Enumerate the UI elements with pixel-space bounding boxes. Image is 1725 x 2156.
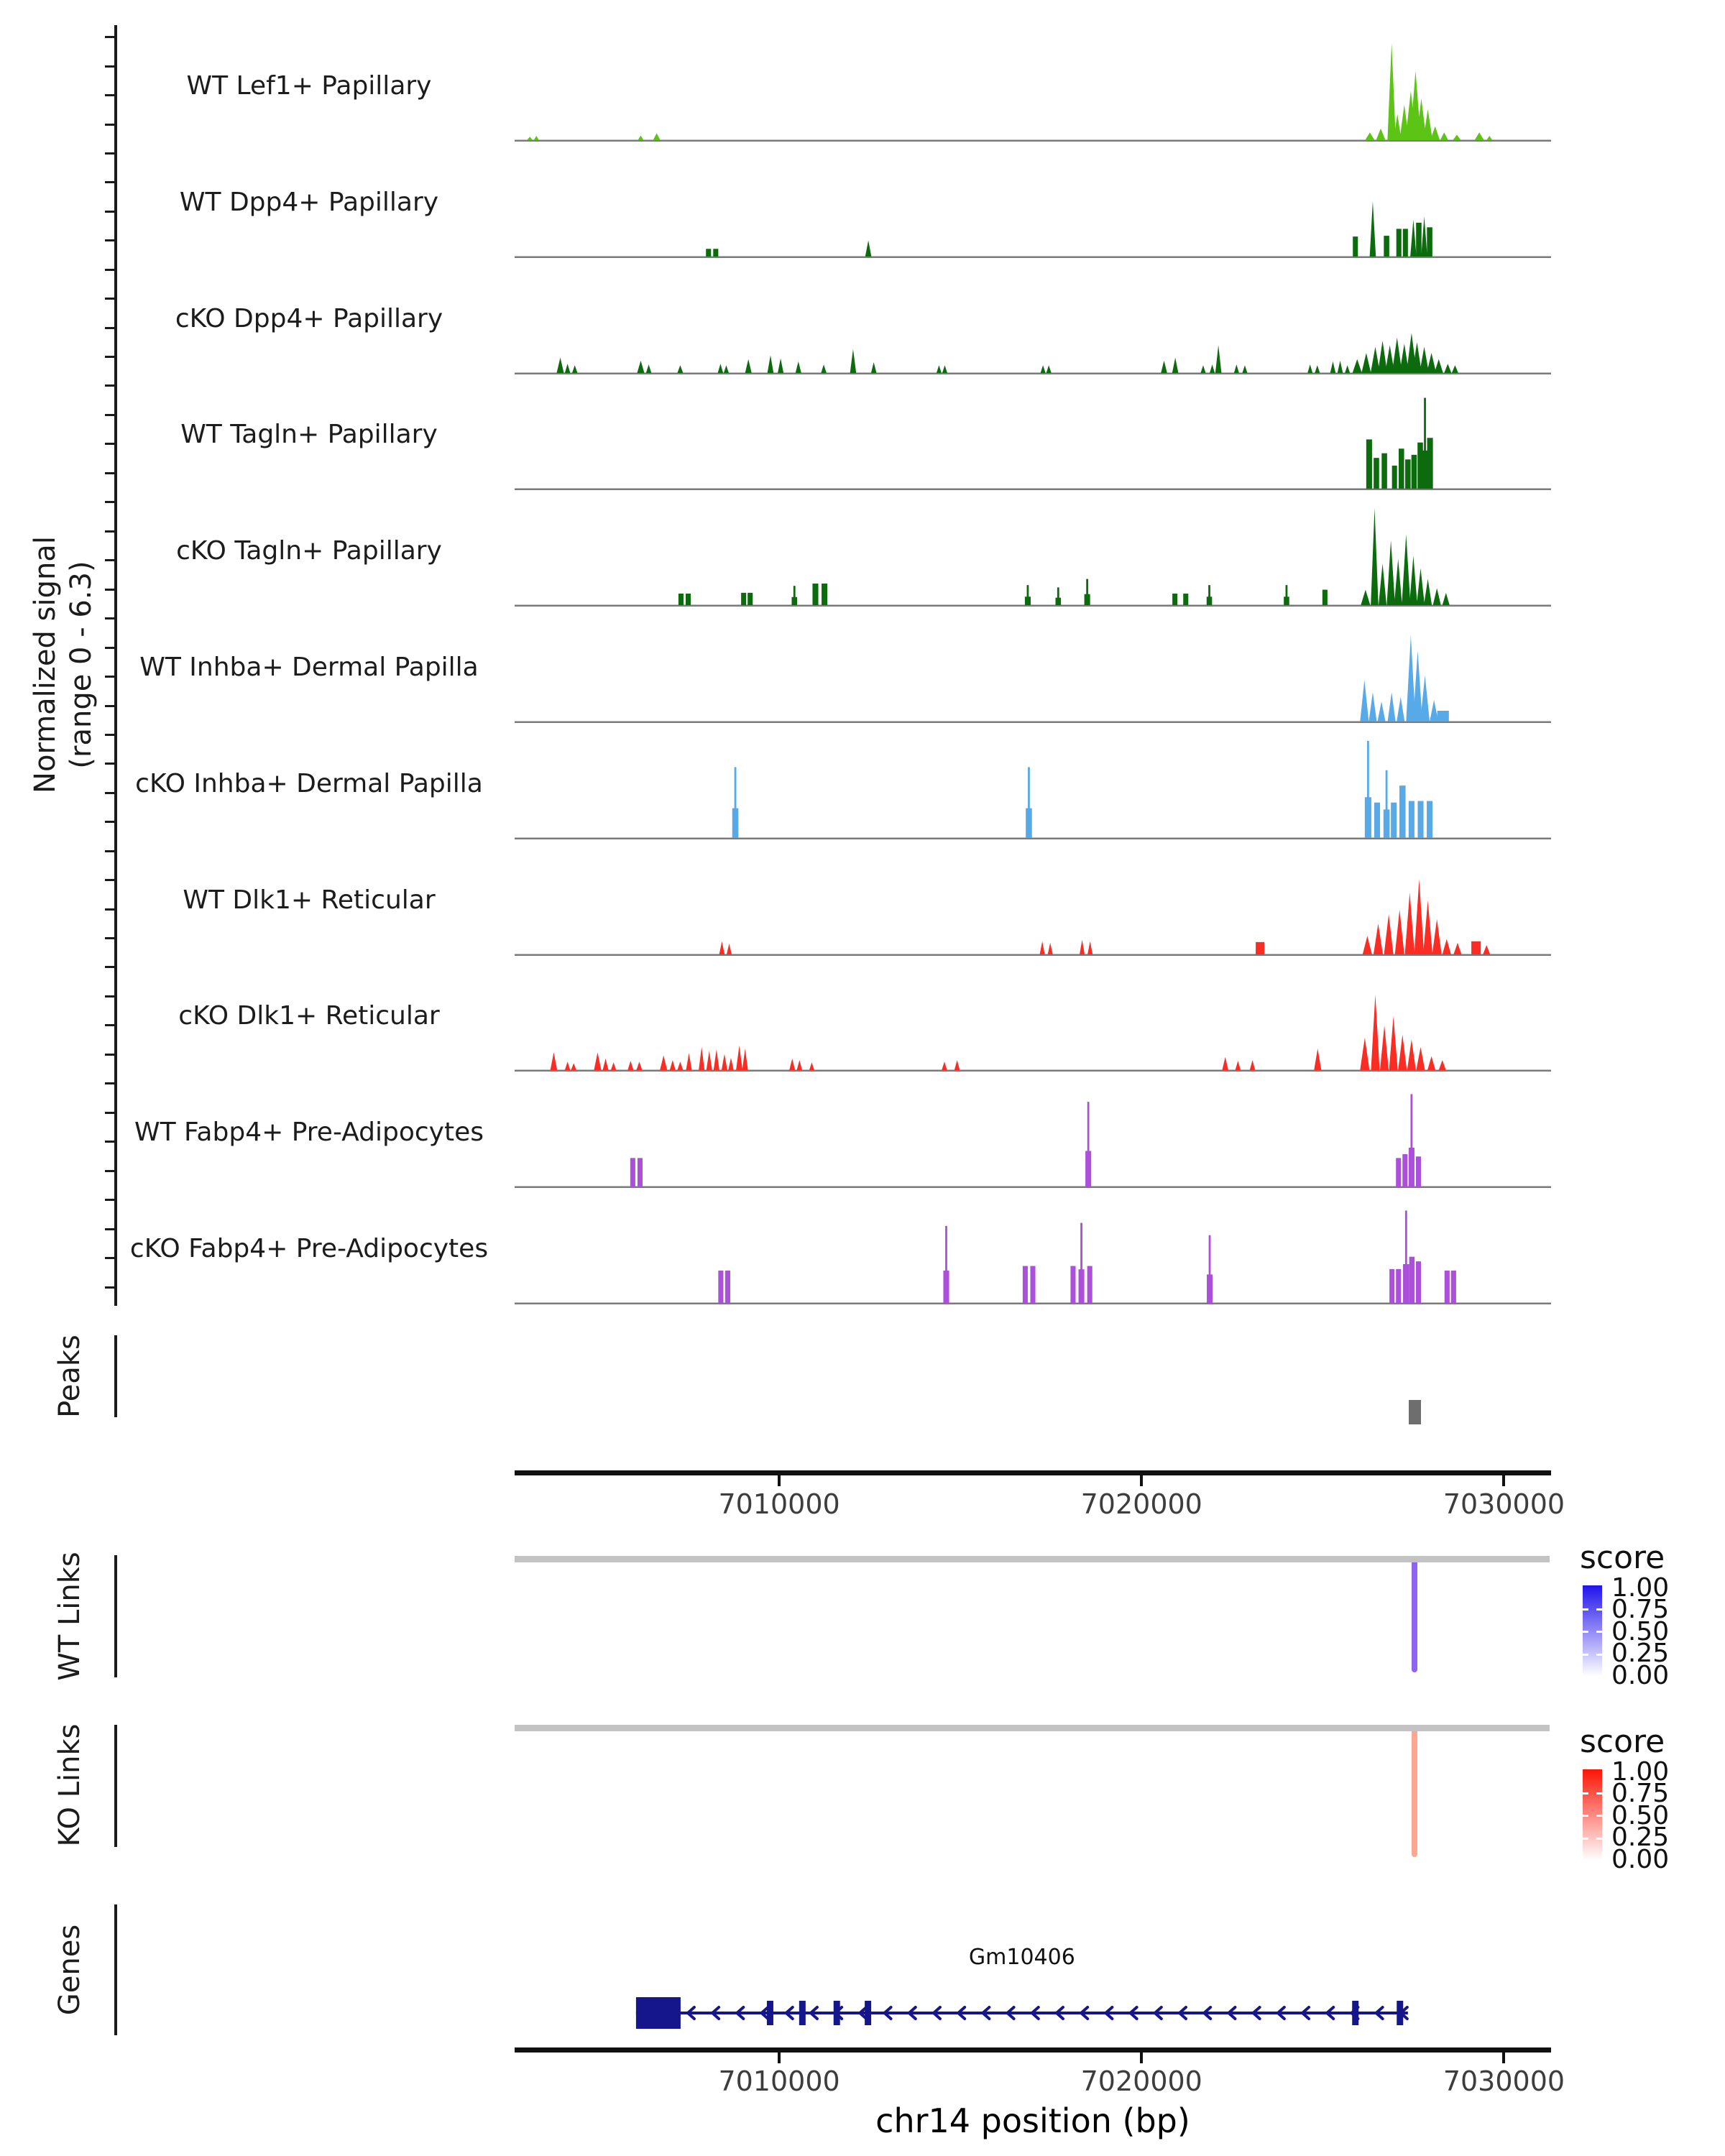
x-axis-tick [1502, 2053, 1505, 2063]
wt-legend-tick-3: 0.50 [1611, 1617, 1670, 1646]
signal-track-4 [515, 374, 1551, 491]
peaks-section-label: Peaks [53, 1335, 86, 1418]
gene-body [515, 1995, 1551, 2031]
signal-tracks [0, 25, 1725, 1304]
ko-links-chromosome-bar [515, 1725, 1550, 1731]
genes-section-label: Genes [53, 1924, 86, 2016]
ko-legend-tick-3: 0.50 [1611, 1801, 1670, 1830]
legend-gradient-tick [1583, 1838, 1588, 1840]
ko-legend-tick-2: 0.75 [1611, 1779, 1670, 1808]
track-label: WT Dlk1+ Reticular [183, 885, 436, 915]
ko-legend-tick-1: 1.00 [1611, 1757, 1670, 1787]
track-label: WT Dpp4+ Papillary [179, 187, 439, 217]
x-axis-tick [1502, 1475, 1505, 1486]
signal-track-3 [515, 258, 1551, 375]
x-axis-tick-label: 7010000 [718, 1488, 840, 1520]
peaks-axis-spine [114, 1335, 117, 1417]
wt-links-section-label: WT Links [53, 1552, 86, 1681]
track-label: cKO Dlk1+ Reticular [178, 1001, 440, 1031]
signal-track-2 [515, 142, 1551, 259]
ko-links-section-label: KO Links [53, 1723, 86, 1847]
genes-axis-spine [114, 1904, 117, 2035]
ko-links-legend-title: score [1580, 1723, 1665, 1760]
track-label: cKO Fabp4+ Pre-Adipocytes [129, 1234, 489, 1263]
x-axis-tick-label: 7020000 [1080, 2065, 1202, 2097]
track-label: WT Lef1+ Papillary [186, 71, 432, 101]
wt-legend-tick-5: 0.00 [1611, 1661, 1670, 1690]
track-label: cKO Dpp4+ Papillary [175, 303, 443, 333]
legend-gradient-tick [1583, 1792, 1588, 1795]
x-axis-tick-label: 7030000 [1443, 1488, 1565, 1520]
x-axis-tick [778, 2053, 781, 2063]
x-axis-title: chr14 position (bp) [875, 2101, 1190, 2140]
ko-legend-tick-4: 0.25 [1611, 1823, 1670, 1852]
legend-gradient-tick [1596, 1608, 1602, 1611]
y-axis-label-line1: Normalized signal [29, 536, 62, 793]
wt-links-chromosome-bar [515, 1556, 1550, 1562]
wt-link-arc [1412, 1562, 1417, 1672]
signal-track-5 [515, 490, 1551, 607]
y-axis-label-line2: (range 0 - 6.3) [65, 561, 98, 769]
legend-gradient-tick [1596, 1654, 1602, 1656]
track-label: WT Fabp4+ Pre-Adipocytes [134, 1118, 484, 1148]
track-label: cKO Tagln+ Papillary [176, 536, 442, 566]
legend-gradient-tick [1596, 1838, 1602, 1840]
gene-name: Gm10406 [968, 1945, 1075, 1970]
x-axis-tick-label: 7010000 [718, 2065, 840, 2097]
signal-track-6 [515, 607, 1551, 724]
x-axis-tick [778, 1475, 781, 1486]
x-axis-line [515, 1470, 1551, 1475]
signal-track-11 [515, 1188, 1551, 1305]
wt-legend-tick-1: 1.00 [1611, 1573, 1670, 1603]
track-label: WT Inhba+ Dermal Papilla [139, 653, 479, 682]
x-axis-tick-label: 7020000 [1080, 1488, 1202, 1520]
signal-track-7 [515, 723, 1551, 840]
legend-gradient-tick [1583, 1654, 1588, 1656]
ko-links-axis-spine [114, 1725, 117, 1847]
signal-track-9 [515, 955, 1551, 1072]
x-axis-line [515, 2047, 1551, 2053]
wt-legend-tick-4: 0.25 [1611, 1639, 1670, 1668]
ko-link-arc [1412, 1731, 1417, 1857]
legend-gradient-tick [1596, 1815, 1602, 1817]
signal-track-8 [515, 839, 1551, 957]
track-label: cKO Inhba+ Dermal Papilla [135, 768, 483, 798]
ko-legend-tick-5: 0.00 [1611, 1845, 1670, 1874]
x-axis-tick-label: 7030000 [1443, 2065, 1565, 2097]
x-axis-tick [1140, 2053, 1143, 2063]
wt-legend-tick-2: 0.75 [1611, 1595, 1670, 1624]
wt-links-legend-title: score [1580, 1539, 1665, 1576]
legend-gradient-tick [1596, 1792, 1602, 1795]
signal-track-10 [515, 1072, 1551, 1189]
legend-gradient-tick [1583, 1631, 1588, 1633]
wt-links-axis-spine [114, 1555, 117, 1677]
legend-gradient-tick [1596, 1631, 1602, 1633]
signal-track-1 [515, 25, 1551, 142]
track-label: WT Tagln+ Papillary [180, 420, 438, 450]
legend-gradient-tick [1583, 1608, 1588, 1611]
legend-gradient-tick [1583, 1815, 1588, 1817]
peak-interval [1409, 1400, 1421, 1424]
x-axis-tick [1140, 1475, 1143, 1486]
